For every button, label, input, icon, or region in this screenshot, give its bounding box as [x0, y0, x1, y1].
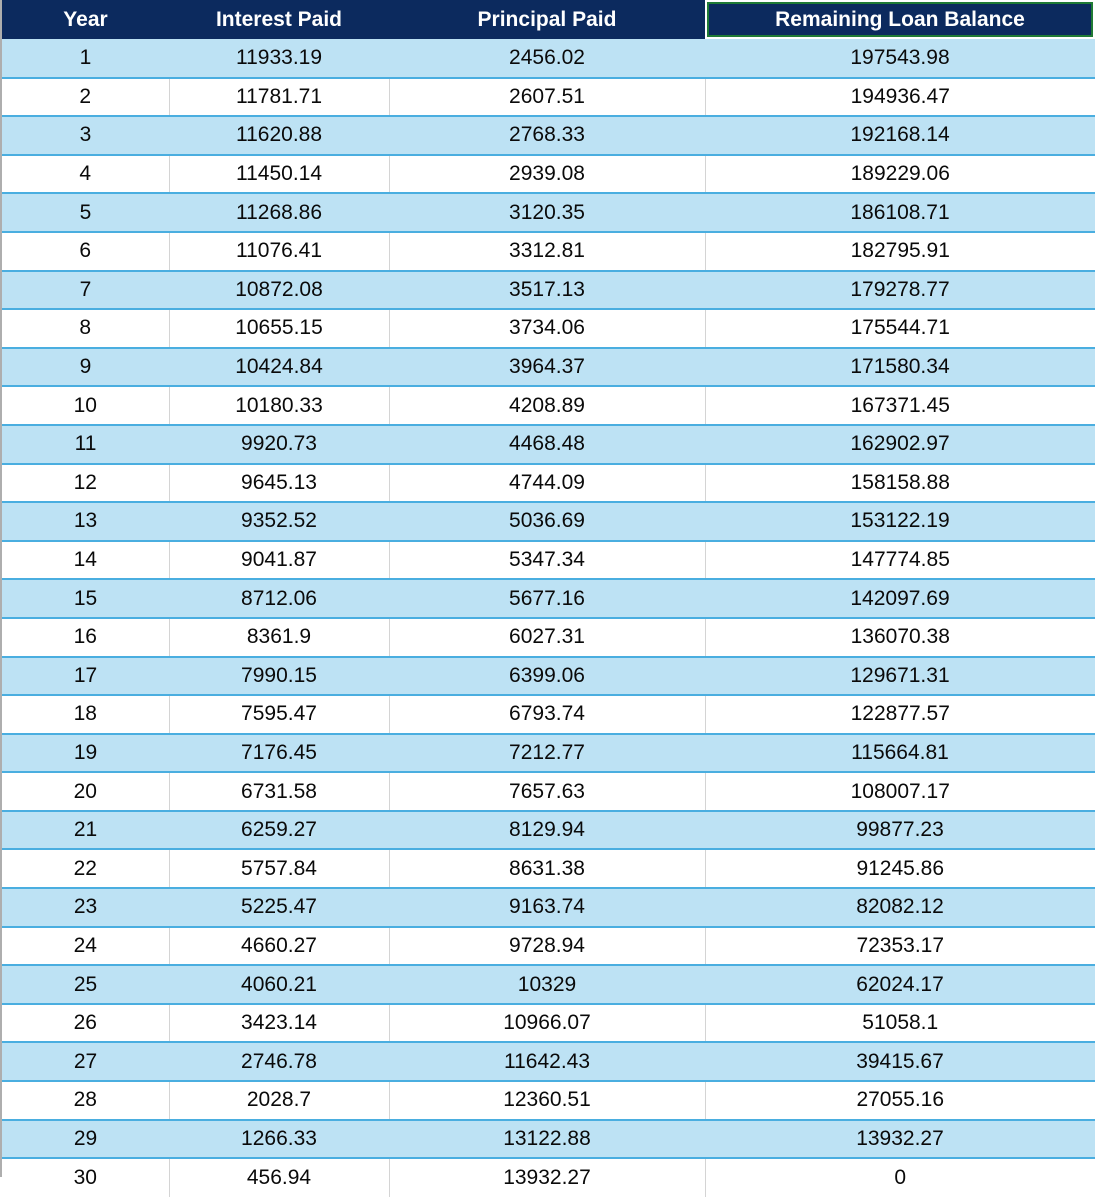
cell-year[interactable]: 28	[2, 1081, 169, 1120]
cell-interest[interactable]: 10872.08	[169, 271, 389, 310]
cell-balance[interactable]: 39415.67	[705, 1042, 1095, 1081]
cell-balance[interactable]: 153122.19	[705, 502, 1095, 541]
cell-year[interactable]: 3	[2, 116, 169, 155]
table-row[interactable]	[2, 657, 1095, 696]
cell-principal[interactable]: 6793.74	[389, 695, 705, 734]
cell-principal[interactable]: 9163.74	[389, 888, 705, 927]
cell-balance[interactable]: 91245.86	[705, 849, 1095, 888]
cell-balance[interactable]: 189229.06	[705, 155, 1095, 194]
cell-interest[interactable]: 2746.78	[169, 1042, 389, 1081]
cell-interest[interactable]: 456.94	[169, 1158, 389, 1197]
cell-year[interactable]: 18	[2, 695, 169, 734]
cell-balance[interactable]: 147774.85	[705, 541, 1095, 580]
cell-principal[interactable]: 7212.77	[389, 734, 705, 773]
cell-interest[interactable]: 4660.27	[169, 927, 389, 966]
table-row[interactable]	[2, 232, 1095, 271]
cell-balance[interactable]: 108007.17	[705, 772, 1095, 811]
cell-principal[interactable]: 4744.09	[389, 464, 705, 503]
table-row[interactable]	[2, 425, 1095, 464]
cell-interest[interactable]: 9645.13	[169, 464, 389, 503]
cell-principal[interactable]: 2456.02	[389, 39, 705, 78]
cell-balance[interactable]: 197543.98	[705, 39, 1095, 78]
cell-year[interactable]: 16	[2, 618, 169, 657]
cell-interest[interactable]: 9352.52	[169, 502, 389, 541]
column-header-interest-paid[interactable]: Interest Paid	[169, 0, 389, 39]
cell-principal[interactable]: 3517.13	[389, 271, 705, 310]
cell-year[interactable]: 24	[2, 927, 169, 966]
table-row[interactable]	[2, 888, 1095, 927]
table-row[interactable]	[2, 155, 1095, 194]
cell-interest[interactable]: 11781.71	[169, 78, 389, 117]
cell-principal[interactable]: 10966.07	[389, 1004, 705, 1043]
cell-principal[interactable]: 5347.34	[389, 541, 705, 580]
cell-balance[interactable]: 27055.16	[705, 1081, 1095, 1120]
header-row	[2, 0, 1095, 39]
cell-principal[interactable]: 8129.94	[389, 811, 705, 850]
cell-interest[interactable]: 11268.86	[169, 193, 389, 232]
table-row[interactable]	[2, 193, 1095, 232]
cell-year[interactable]: 17	[2, 657, 169, 696]
table-body	[2, 39, 1095, 1197]
cell-balance[interactable]: 129671.31	[705, 657, 1095, 696]
cell-year[interactable]: 19	[2, 734, 169, 773]
cell-balance[interactable]: 186108.71	[705, 193, 1095, 232]
cell-interest[interactable]: 9041.87	[169, 541, 389, 580]
cell-year[interactable]: 8	[2, 309, 169, 348]
cell-balance[interactable]: 136070.38	[705, 618, 1095, 657]
cell-year[interactable]: 9	[2, 348, 169, 387]
table-header	[2, 0, 1095, 39]
table-row[interactable]	[2, 309, 1095, 348]
cell-interest[interactable]: 11620.88	[169, 116, 389, 155]
cell-interest[interactable]: 6731.58	[169, 772, 389, 811]
cell-interest[interactable]: 5225.47	[169, 888, 389, 927]
cell-balance[interactable]: 167371.45	[705, 386, 1095, 425]
cell-interest[interactable]: 11076.41	[169, 232, 389, 271]
table-row[interactable]	[2, 1120, 1095, 1159]
cell-principal[interactable]: 2939.08	[389, 155, 705, 194]
table-row[interactable]	[2, 618, 1095, 657]
cell-principal[interactable]: 3734.06	[389, 309, 705, 348]
cell-principal[interactable]: 7657.63	[389, 772, 705, 811]
cell-balance[interactable]: 194936.47	[705, 78, 1095, 117]
cell-interest[interactable]: 10424.84	[169, 348, 389, 387]
cell-interest[interactable]: 9920.73	[169, 425, 389, 464]
table-row[interactable]	[2, 464, 1095, 503]
cell-year[interactable]: 12	[2, 464, 169, 503]
table-row[interactable]	[2, 734, 1095, 773]
table-row[interactable]	[2, 386, 1095, 425]
cell-principal[interactable]: 8631.38	[389, 849, 705, 888]
table-row[interactable]	[2, 772, 1095, 811]
cell-year[interactable]: 22	[2, 849, 169, 888]
cell-year[interactable]: 4	[2, 155, 169, 194]
cell-interest[interactable]: 11450.14	[169, 155, 389, 194]
cell-principal[interactable]: 10329	[389, 965, 705, 1004]
table-row[interactable]	[2, 965, 1095, 1004]
cell-principal[interactable]: 13122.88	[389, 1120, 705, 1159]
cell-interest[interactable]: 7176.45	[169, 734, 389, 773]
cell-balance[interactable]: 115664.81	[705, 734, 1095, 773]
cell-year[interactable]: 27	[2, 1042, 169, 1081]
cell-balance[interactable]: 13932.27	[705, 1120, 1095, 1159]
cell-balance[interactable]: 179278.77	[705, 271, 1095, 310]
cell-interest[interactable]: 6259.27	[169, 811, 389, 850]
cell-principal[interactable]: 13932.27	[389, 1158, 705, 1197]
cell-interest[interactable]: 1266.33	[169, 1120, 389, 1159]
cell-balance[interactable]: 175544.71	[705, 309, 1095, 348]
table-row[interactable]	[2, 541, 1095, 580]
cell-year[interactable]: 20	[2, 772, 169, 811]
cell-year[interactable]: 23	[2, 888, 169, 927]
cell-principal[interactable]: 4468.48	[389, 425, 705, 464]
cell-principal[interactable]: 4208.89	[389, 386, 705, 425]
cell-interest[interactable]: 8712.06	[169, 579, 389, 618]
cell-balance[interactable]: 99877.23	[705, 811, 1095, 850]
cell-balance[interactable]: 158158.88	[705, 464, 1095, 503]
cell-interest[interactable]: 3423.14	[169, 1004, 389, 1043]
cell-balance[interactable]: 192168.14	[705, 116, 1095, 155]
loan-amortization-table	[2, 0, 1095, 1197]
table-row[interactable]	[2, 1042, 1095, 1081]
cell-interest[interactable]: 10655.15	[169, 309, 389, 348]
cell-year[interactable]: 11	[2, 425, 169, 464]
cell-year[interactable]: 15	[2, 579, 169, 618]
cell-principal[interactable]: 6027.31	[389, 618, 705, 657]
cell-balance[interactable]: 162902.97	[705, 425, 1095, 464]
cell-principal[interactable]: 2607.51	[389, 78, 705, 117]
cell-balance[interactable]: 82082.12	[705, 888, 1095, 927]
cell-principal[interactable]: 6399.06	[389, 657, 705, 696]
cell-balance[interactable]: 182795.91	[705, 232, 1095, 271]
cell-interest[interactable]: 4060.21	[169, 965, 389, 1004]
cell-principal[interactable]: 3964.37	[389, 348, 705, 387]
cell-principal[interactable]: 5036.69	[389, 502, 705, 541]
cell-balance[interactable]: 0	[705, 1158, 1095, 1197]
cell-principal[interactable]: 9728.94	[389, 927, 705, 966]
column-header-principal-paid[interactable]: Principal Paid	[389, 0, 705, 39]
cell-principal[interactable]: 2768.33	[389, 116, 705, 155]
cell-year[interactable]: 5	[2, 193, 169, 232]
cell-interest[interactable]: 10180.33	[169, 386, 389, 425]
cell-year[interactable]: 6	[2, 232, 169, 271]
table-row[interactable]	[2, 39, 1095, 78]
table-row[interactable]	[2, 1004, 1095, 1043]
cell-principal[interactable]: 3312.81	[389, 232, 705, 271]
cell-year[interactable]: 30	[2, 1158, 169, 1197]
cell-principal[interactable]: 12360.51	[389, 1081, 705, 1120]
cell-balance[interactable]: 171580.34	[705, 348, 1095, 387]
cell-interest[interactable]: 5757.84	[169, 849, 389, 888]
cell-interest[interactable]: 2028.7	[169, 1081, 389, 1120]
cell-principal[interactable]: 5677.16	[389, 579, 705, 618]
cell-year[interactable]: 14	[2, 541, 169, 580]
table-row[interactable]	[2, 1081, 1095, 1120]
cell-balance[interactable]: 122877.57	[705, 695, 1095, 734]
table-row[interactable]	[2, 271, 1095, 310]
cell-year[interactable]: 7	[2, 271, 169, 310]
table-row[interactable]	[2, 811, 1095, 850]
cell-year[interactable]: 29	[2, 1120, 169, 1159]
cell-interest[interactable]: 7990.15	[169, 657, 389, 696]
cell-balance[interactable]: 62024.17	[705, 965, 1095, 1004]
cell-year[interactable]: 26	[2, 1004, 169, 1043]
cell-balance[interactable]: 142097.69	[705, 579, 1095, 618]
table-row[interactable]	[2, 579, 1095, 618]
cell-interest[interactable]: 7595.47	[169, 695, 389, 734]
cell-year[interactable]: 21	[2, 811, 169, 850]
column-header-remaining-loan-balance[interactable]: Remaining Loan Balance	[705, 0, 1095, 39]
cell-interest[interactable]: 11933.19	[169, 39, 389, 78]
table-row[interactable]	[2, 849, 1095, 888]
cell-year[interactable]: 25	[2, 965, 169, 1004]
cell-year[interactable]: 13	[2, 502, 169, 541]
cell-year[interactable]: 1	[2, 39, 169, 78]
cell-principal[interactable]: 3120.35	[389, 193, 705, 232]
table-row[interactable]	[2, 1158, 1095, 1197]
cell-balance[interactable]: 51058.1	[705, 1004, 1095, 1043]
cell-year[interactable]: 10	[2, 386, 169, 425]
table-row[interactable]	[2, 116, 1095, 155]
table-row[interactable]	[2, 502, 1095, 541]
column-header-year[interactable]: Year	[2, 0, 169, 39]
table-row[interactable]	[2, 695, 1095, 734]
cell-principal[interactable]: 11642.43	[389, 1042, 705, 1081]
table-row[interactable]	[2, 78, 1095, 117]
cell-balance[interactable]: 72353.17	[705, 927, 1095, 966]
table-row[interactable]	[2, 927, 1095, 966]
cell-interest[interactable]: 8361.9	[169, 618, 389, 657]
table-row[interactable]	[2, 348, 1095, 387]
cell-year[interactable]: 2	[2, 78, 169, 117]
